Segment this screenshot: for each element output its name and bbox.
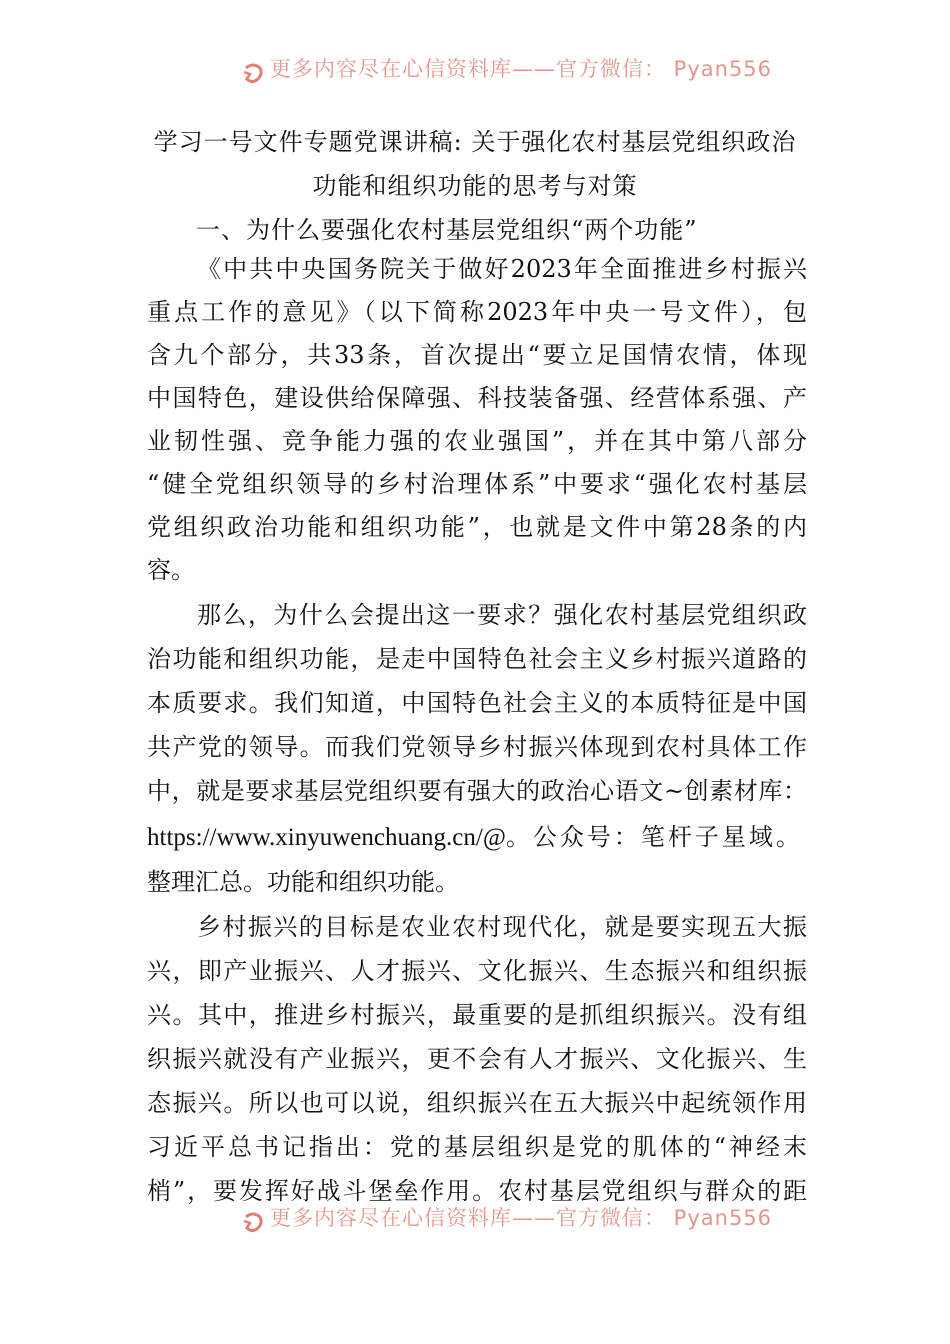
watermark-logo-icon: [240, 1209, 266, 1235]
paragraph-line: 乡村振兴的目标是农业农村现代化，就是要实现五大振: [197, 913, 807, 941]
watermark-text: 更多内容尽在心信资料库——官方微信： Pyan556: [270, 57, 773, 81]
watermark-logo-icon: [240, 60, 266, 86]
paragraph-line: 中国特色，建设供给保障强、科技装备强、经营体系强、产: [147, 384, 807, 412]
watermark-banner-top: [0, 56, 950, 90]
paragraph-line: 治功能和组织功能，是走中国特色社会主义乡村振兴道路的: [147, 645, 807, 673]
paragraph-line: 整理汇总。功能和组织功能。: [147, 868, 459, 896]
paragraph-line: 兴。其中，推进乡村振兴，最重要的是抓组织振兴。没有组: [147, 1001, 807, 1029]
watermark-banner-bottom: [0, 1205, 950, 1239]
paragraph-line-url: [147, 820, 807, 855]
section-heading: 一、为什么要强化农村基层党组织“两个功能”: [196, 216, 698, 244]
paragraph-line: 态振兴。所以也可以说，组织振兴在五大振兴中起统领作用: [147, 1089, 807, 1117]
paragraph-line: 习近平总书记指出：党的基层组织是党的肌体的“神经末: [147, 1133, 807, 1161]
watermark-text: 更多内容尽在心信资料库——官方微信： Pyan556: [270, 1206, 773, 1230]
source-url-link[interactable]: https://www.xinyuwenchuang.cn/@: [147, 824, 506, 851]
paragraph-line: 含九个部分，共33条，首次提出“要立足国情农情，体现: [147, 341, 807, 369]
paragraph-line: “健全党组织领导的乡村治理体系”中要求“强化农村基层: [147, 470, 807, 498]
paragraph-line: 党组织政治功能和组织功能”，也就是文件中第28条的内: [147, 513, 807, 541]
url-tail-text: 。公众号：笔杆子星域。: [505, 823, 803, 851]
document-title-line-2: 功能和组织功能的思考与对策: [312, 172, 638, 200]
paragraph-line: 梢”，要发挥好战斗堡垒作用。农村基层党组织与群众的距: [147, 1177, 807, 1205]
paragraph-line: 《中共中央国务院关于做好2023年全面推进乡村振兴: [197, 255, 807, 283]
paragraph-line: 织振兴就没有产业振兴，更不会有人才振兴、文化振兴、生: [147, 1045, 807, 1073]
paragraph-line: 共产党的领导。而我们党领导乡村振兴体现到农村具体工作: [147, 733, 807, 761]
paragraph-line: 兴，即产业振兴、人才振兴、文化振兴、生态振兴和组织振: [147, 957, 807, 985]
document-title-line-1: 学习一号文件专题党课讲稿: 关于强化农村基层党组织政治: [153, 128, 797, 156]
paragraph-line: 中，就是要求基层党组织要有强大的政治心语文~创素材库：: [147, 777, 807, 805]
paragraph-line: 那么，为什么会提出这一要求？强化农村基层党组织政: [197, 601, 807, 629]
paragraph-line: 业韧性强、竞争能力强的农业强国”，并在其中第八部分: [147, 427, 807, 455]
paragraph-line: 重点工作的意见》（以下简称2023年中央一号文件），包: [147, 298, 807, 326]
paragraph-line: 容。: [147, 556, 195, 584]
paragraph-line: 本质要求。我们知道，中国特色社会主义的本质特征是中国: [147, 689, 807, 717]
